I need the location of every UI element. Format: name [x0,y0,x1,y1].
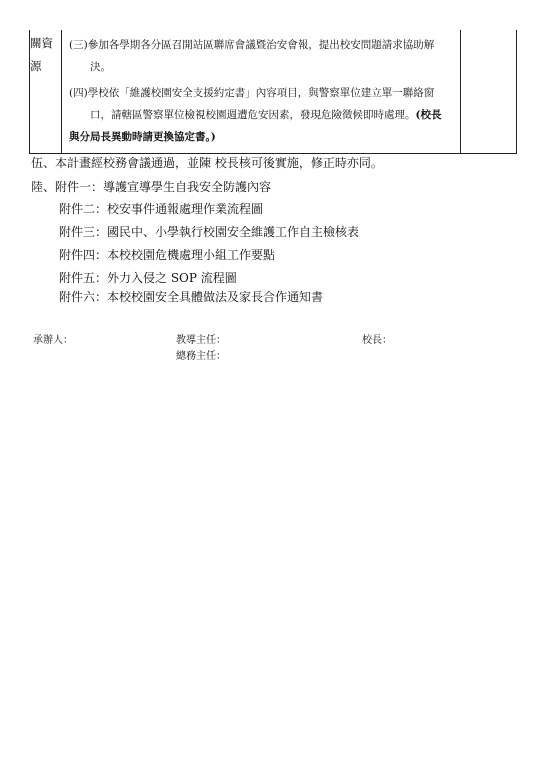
principal-signature: 校長： [362,335,392,346]
table-left-label: 關資 源 [30,36,53,73]
section-liu: 陸、附件一：導護宣導學生自我安全防護內容 [31,180,272,194]
table-item-3: (三)參加各學期各分區召開站區聯席會議暨治安會報，提出校安問題請求協助解 決。 [69,39,435,73]
table-item-4: (四)學校依「維護校園安全支援約定書」內容項目，與警察單位建立單一聯絡窗 口，請轄區警察單位檢視校園週遭危安因素，發現危險徵候即時處理。(校長 與分局長異動時請更換協定書。) [69,87,442,143]
attachment-2: 附件二：校安事件通報處理作業流程圖 [59,202,264,216]
table-items [69,34,461,148]
guidance-director-signature: 教導主任： [176,335,226,346]
attachment-5: 附件五：外力入侵之 SOP 流程圖 [59,271,237,285]
attachment-4: 附件四：本校校園危機處理小組工作要點 [59,248,276,262]
attachment-3: 附件三：國民中、小學執行校園安全維護工作自主檢核表 [59,225,360,239]
handler-signature: 承辦人： [33,335,73,346]
attachment-6: 附件六：本校校園安全具體做法及家長合作通知書 [59,290,324,304]
section-wu: 伍、本計畫經校務會議通過，並陳 校長核可後實施，修正時亦同。 [31,156,383,170]
general-affairs-director-signature: 總務主任： [176,351,226,362]
